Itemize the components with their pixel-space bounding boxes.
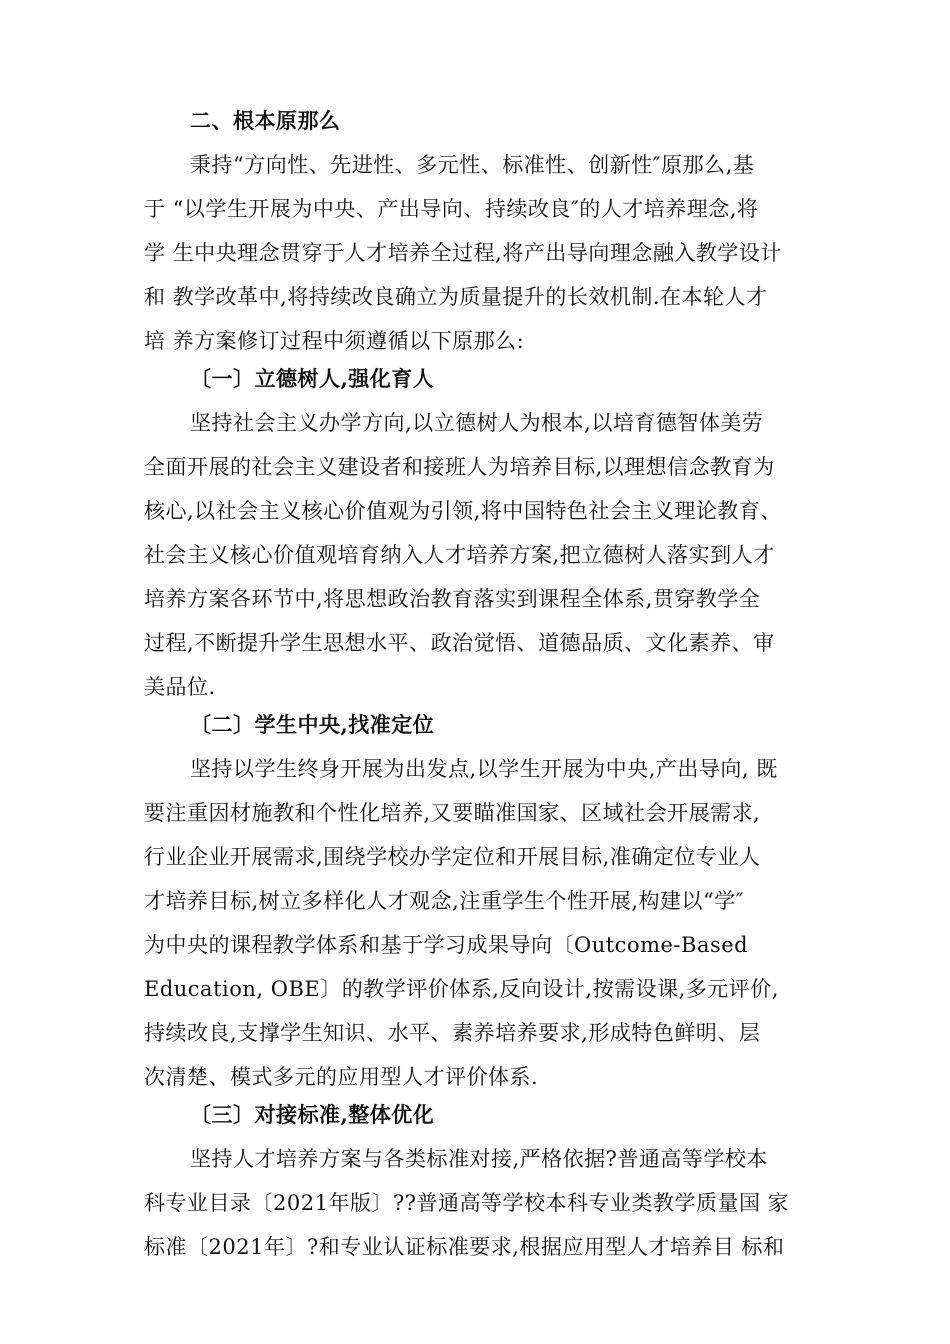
subsection-heading-3: 〔三〕对接标准,整体优化 xyxy=(190,1102,435,1127)
paragraph-line: 科专业目录〔2021年版〕??普通高等学校本科专业类教学质量国 家 xyxy=(144,1191,790,1215)
paragraph-line: 过程,不断提升学生思想水平、政治觉悟、道德品质、文化素养、审 xyxy=(144,631,775,655)
paragraph-line: 学 生中央理念贯穿于人才培养全过程,将产出导向理念融入教学设计 xyxy=(144,241,782,265)
paragraph-line: 于 “以学生开展为中央、产出导向、持续改良″的人才培养理念,将 xyxy=(144,197,759,221)
subsection-heading-2: 〔二〕学生中央,找准定位 xyxy=(190,712,435,737)
section-heading-principles: 二、根本原那么 xyxy=(190,108,341,133)
paragraph-line: 标准〔2021年〕?和专业认证标准要求,根据应用型人才培养目 标和 xyxy=(144,1235,785,1259)
paragraph-line: 核心,以社会主义核心价值观为引领,将中国特色社会主义理论教育、 xyxy=(144,499,782,523)
paragraph-line: 坚持以学生终身开展为出发点,以学生开展为中央,产出导向, 既 xyxy=(190,757,778,781)
paragraph-line: 培养方案各环节中,将思想政治教育落实到课程全体系,贯穿教学全 xyxy=(144,587,761,611)
paragraph-line: 和 教学改革中,将持续改良确立为质量提升的长效机制.在本轮人才 xyxy=(144,285,768,309)
paragraph-line: 持续改良,支撑学生知识、水平、素养培养要求,形成特色鲜明、层 xyxy=(144,1021,761,1045)
paragraph-line: 为中央的课程教学体系和基于学习成果导向〔Outcome-Based xyxy=(144,933,749,957)
paragraph-line: 要注重因材施教和个性化培养,又要瞄准国家、区域社会开展需求, xyxy=(144,801,761,825)
paragraph-line: Education, OBE〕的教学评价体系,反向设计,按需设课,多元评价, xyxy=(144,977,779,1001)
paragraph-line: 坚持人才培养方案与各类标准对接,严格依据?普通高等学校本 xyxy=(190,1147,768,1171)
paragraph-line: 全面开展的社会主义建设者和接班人为培养目标,以理想信念教育为 xyxy=(144,455,775,479)
paragraph-line: 社会主义核心价值观培育纳入人才培养方案,把立德树人落实到人才 xyxy=(144,543,775,567)
paragraph-line: 坚持社会主义办学方向,以立德树人为根本,以培育德智体美劳 xyxy=(190,411,764,435)
paragraph-line: 次清楚、模式多元的应用型人才评价体系. xyxy=(144,1065,539,1089)
paragraph-line: 培 养方案修订过程中须遵循以下原那么: xyxy=(144,329,525,353)
subsection-heading-1: 〔一〕立德树人,强化育人 xyxy=(190,366,435,391)
paragraph-line: 秉持“方向性、先进性、多元性、标准性、创新性″原那么,基 xyxy=(190,153,755,177)
paragraph-line: 行业企业开展需求,围绕学校办学定位和开展目标,准确定位专业人 xyxy=(144,845,761,869)
paragraph-line: 美品位. xyxy=(144,675,216,699)
paragraph-line: 才培养目标,树立多样化人才观念,注重学生个性开展,构建以“学″ xyxy=(144,889,745,913)
